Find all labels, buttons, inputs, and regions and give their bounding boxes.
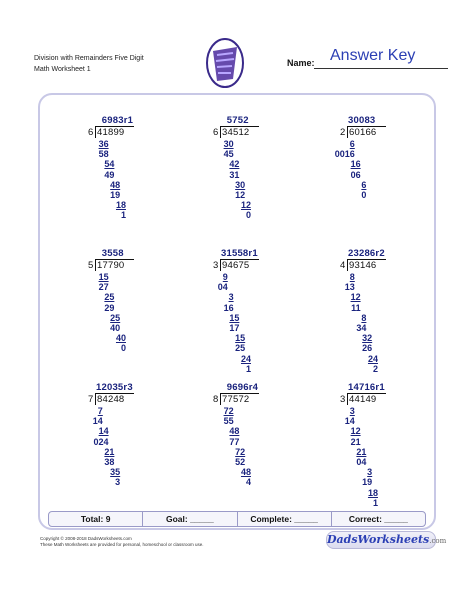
work-step: 21 [356, 446, 367, 457]
work-step: 18 [367, 487, 378, 498]
division-problem [338, 248, 468, 378]
work-step: 4 [245, 477, 251, 488]
work-step: 04 [356, 457, 367, 467]
divisor: 3 [213, 260, 219, 271]
work-step: 24 [240, 353, 251, 364]
division-problem [211, 115, 341, 245]
work-step: 2 [372, 363, 378, 374]
dividend: 34512 [222, 127, 250, 138]
division-problem [338, 382, 468, 512]
division-problem [334, 115, 468, 245]
work-step: 16 [350, 159, 361, 170]
work-step: 26 [362, 343, 373, 354]
work-step: 27 [98, 282, 109, 293]
work-step: 14 [92, 416, 103, 427]
work-step: 54 [104, 159, 115, 170]
work-step: 6 [349, 139, 355, 149]
brand-text: DadsWorksheets [327, 533, 430, 546]
work-step: 15 [229, 312, 240, 323]
work-step: 12 [235, 190, 246, 200]
divisor: 2 [340, 127, 346, 138]
work-step: 38 [104, 457, 115, 467]
work-step: 40 [110, 323, 121, 333]
work-step: 0 [245, 210, 251, 221]
copyright-notice [40, 536, 204, 548]
divisor: 7 [88, 394, 94, 405]
work-step: 19 [362, 477, 373, 488]
work-step: 25 [110, 312, 121, 323]
division-problem [211, 248, 341, 378]
quotient: 3558 [101, 248, 124, 259]
answer-key-label: Answer Key [330, 47, 416, 64]
divisor: 3 [340, 394, 346, 405]
divisor: 5 [88, 260, 94, 271]
division-problem [86, 382, 219, 512]
work-step: 32 [362, 333, 373, 344]
work-step: 48 [240, 467, 251, 478]
work-step: 0 [361, 190, 367, 200]
name-underline [314, 68, 448, 69]
score-bar [48, 511, 426, 527]
division-bracket [95, 393, 96, 405]
quotient: 6983r1 [101, 115, 134, 126]
work-step: 72 [223, 406, 234, 416]
work-step: 04 [217, 282, 228, 293]
work-step: 52 [235, 457, 246, 467]
work-step: 8 [349, 272, 355, 282]
quotient: 31558r1 [221, 248, 258, 259]
work-step: 31 [229, 169, 240, 180]
work-step: 25 [104, 292, 115, 303]
work-step: 25 [235, 343, 246, 354]
work-step: 21 [104, 446, 115, 457]
title-line-1: Division with Remainders Five Digit [34, 55, 144, 62]
work-step: 18 [115, 200, 126, 211]
work-step: 24 [367, 353, 378, 364]
work-step: 19 [110, 190, 121, 200]
division-bracket [347, 126, 348, 138]
work-step: 9 [222, 272, 228, 282]
division-problem [86, 248, 219, 378]
brand-suffix: .com [429, 537, 447, 545]
quotient: 12035r3 [96, 382, 133, 393]
work-step: 40 [115, 333, 126, 344]
dividend: 93146 [349, 260, 377, 271]
dividend: 60166 [349, 127, 377, 138]
brand-logo [326, 531, 447, 549]
quotient: 5752 [226, 115, 249, 126]
quotient: 23286r2 [348, 248, 385, 259]
quotient: 30083 [348, 115, 376, 126]
work-step: 15 [235, 333, 246, 344]
work-step: 12 [350, 292, 361, 303]
work-step: 29 [104, 302, 115, 313]
work-step: 13 [344, 282, 355, 293]
work-step: 11 [351, 302, 361, 313]
work-step: 3 [349, 406, 355, 416]
division-bracket [95, 126, 96, 138]
divisor: 6 [213, 127, 219, 138]
work-step: 6 [361, 179, 367, 190]
goal-field: Goal: _____ [143, 512, 237, 526]
dividend: 77572 [222, 394, 250, 405]
work-step: 16 [223, 302, 234, 313]
division-bracket [220, 393, 221, 405]
work-step: 42 [229, 159, 240, 170]
work-step: 36 [98, 139, 109, 149]
work-step: 3 [115, 477, 121, 488]
quotient: 9696r4 [226, 382, 259, 393]
work-step: 34 [356, 323, 367, 333]
copyright-line-1: Copyright © 2008-2018 DadsWorksheets.com [40, 536, 132, 541]
worksheet-title [34, 53, 144, 75]
correct-field: Correct: _____ [348, 514, 408, 524]
work-step: 12 [350, 426, 361, 437]
dividend: 17790 [97, 260, 125, 271]
work-step: 77 [229, 436, 240, 447]
work-step: 45 [223, 149, 234, 160]
work-step: 58 [98, 149, 109, 160]
work-step: 55 [223, 416, 234, 427]
dividend: 94675 [222, 260, 250, 271]
work-step: 0016 [334, 149, 355, 160]
work-step: 15 [98, 272, 109, 282]
division-bracket [220, 259, 221, 271]
work-step: 48 [229, 426, 240, 437]
total-field: Total: 9 [49, 512, 143, 526]
work-step: 14 [344, 416, 355, 427]
work-step: 1 [245, 363, 251, 374]
title-line-2: Math Worksheet 1 [34, 66, 91, 73]
work-step: 30 [223, 139, 234, 149]
work-step: 30 [235, 179, 246, 190]
dads-worksheets-logo-icon [203, 37, 247, 93]
work-step: 21 [350, 436, 361, 447]
work-step: 0 [120, 343, 126, 354]
work-step: 06 [350, 169, 361, 180]
name-label: Name: [287, 58, 315, 68]
division-bracket [347, 259, 348, 271]
quotient: 14716r1 [348, 382, 385, 393]
work-step: 1 [372, 497, 378, 508]
dividend: 44149 [349, 394, 377, 405]
division-problem [211, 382, 341, 512]
divisor: 8 [213, 394, 219, 405]
work-step: 14 [98, 426, 109, 437]
work-step: 17 [229, 323, 240, 333]
work-step: 024 [93, 436, 109, 447]
division-problem [86, 115, 219, 245]
division-bracket [347, 393, 348, 405]
work-step: 3 [228, 292, 234, 303]
division-bracket [95, 259, 96, 271]
work-step: 48 [110, 179, 121, 190]
work-step: 1 [120, 210, 126, 221]
work-step: 72 [235, 446, 246, 457]
work-step: 7 [97, 406, 103, 416]
dividend: 84248 [97, 394, 125, 405]
work-step: 35 [110, 467, 121, 478]
division-bracket [220, 126, 221, 138]
dividend: 41899 [97, 127, 125, 138]
divisor: 6 [88, 127, 94, 138]
work-step: 12 [240, 200, 251, 211]
copyright-line-2: These Math Worksheets are provided for personal, homeschool or classroom use. [40, 542, 204, 547]
complete-field: Complete: _____ [238, 512, 332, 526]
work-step: 49 [104, 169, 115, 180]
work-step: 8 [361, 312, 367, 323]
divisor: 4 [340, 260, 346, 271]
work-step: 3 [367, 467, 373, 478]
